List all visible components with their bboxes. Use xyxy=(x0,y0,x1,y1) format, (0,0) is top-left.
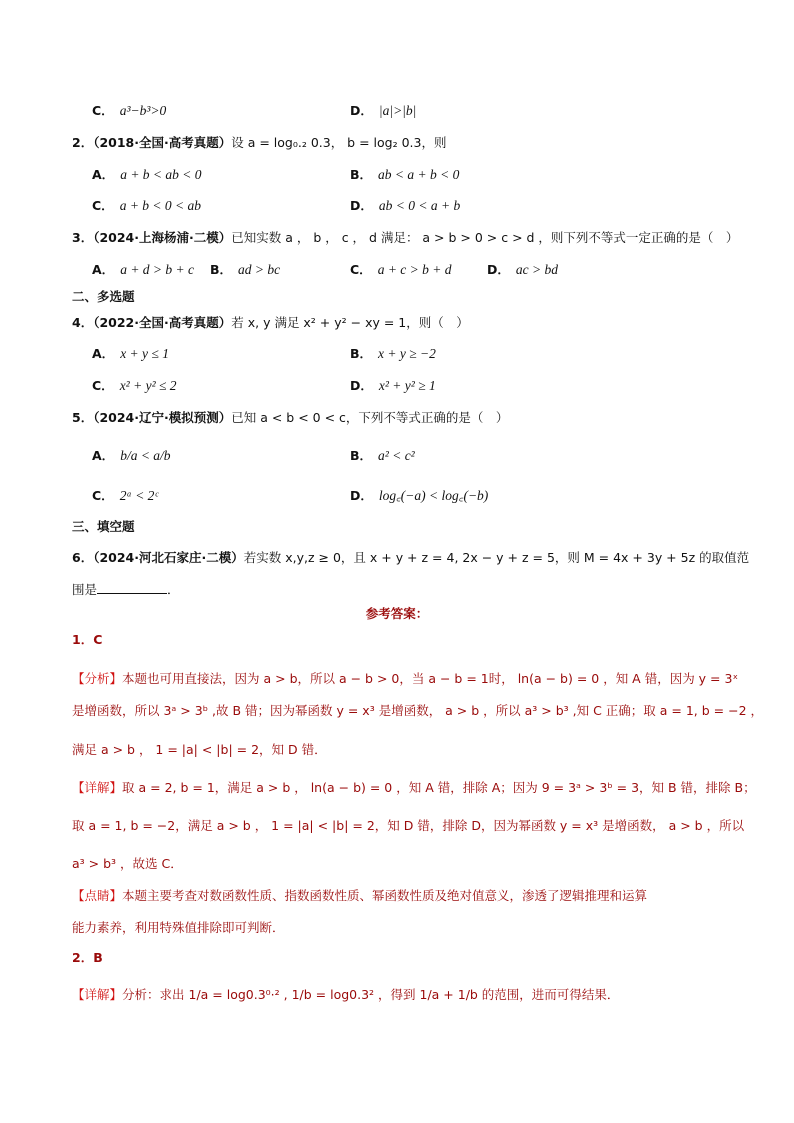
q6-stem-2 xyxy=(72,581,180,598)
text: 5． xyxy=(72,410,94,425)
answer-1-analysis-1 xyxy=(72,671,738,687)
text: a + b < ab < 0 xyxy=(120,167,202,182)
q1-option-d: D． |a|>|b| xyxy=(350,103,417,118)
text: D． xyxy=(350,198,373,213)
text: A． xyxy=(92,262,115,277)
text: a + c > b + d xyxy=(377,262,452,277)
answer-2-head: 2．B xyxy=(72,950,103,965)
q5-option-b xyxy=(350,448,415,464)
q-source: （2018·全国·高考真题） xyxy=(93,135,232,150)
q2-stem xyxy=(72,135,446,151)
text: B． xyxy=(350,448,373,463)
answer-1-detail-1 xyxy=(72,780,756,796)
text: D． xyxy=(487,262,510,277)
answer-1-detail-2: 取 a = 1, b = −2，满足 a > b ， 1 = |a| < |b| = 2，知 D 错，排除 D，因为幂函数 y = x³ 是增函数， a > b ，所以 xyxy=(72,818,745,833)
text: b/a < a/b xyxy=(120,448,171,463)
section-heading-fill: 三、填空题 xyxy=(72,519,135,534)
text: 4． xyxy=(72,315,94,330)
text: 6． xyxy=(72,550,94,565)
text: 2ᵃ < 2ᶜ xyxy=(119,488,158,503)
text: 分析：求出 1/a = log0.3⁰·² , 1/b = log0.3² ，得到 1/a + 1/b 的范围，进而可得结果． xyxy=(122,987,620,1002)
text: 已知 a < b < 0 < c，下列不等式正确的是（ ） xyxy=(231,410,509,425)
text: ac > bd xyxy=(515,262,558,277)
text: ． xyxy=(167,582,180,597)
q3-option-a xyxy=(92,262,194,278)
q1-option-c: C． a³−b³>0 xyxy=(92,103,167,118)
q2-option-a xyxy=(92,167,202,183)
q5-option-a xyxy=(92,448,171,464)
q5-option-c xyxy=(92,488,158,504)
q2-option-b xyxy=(350,167,459,183)
text: ab < 0 < a + b xyxy=(378,198,461,213)
q3-option-c xyxy=(350,262,452,278)
text: （2024·河北石家庄·二模） xyxy=(93,550,244,565)
text: 3． xyxy=(72,230,94,245)
text: A． xyxy=(92,167,115,182)
answer-1-head: 1．C xyxy=(72,632,103,647)
text: B． xyxy=(350,167,373,182)
text: 若 x, y 满足 x² + y² − xy = 1，则（ ） xyxy=(231,315,469,330)
text: D． xyxy=(350,488,373,503)
answer-1-analysis-3: 满足 a > b ， 1 = |a| < |b| = 2，知 D 错． xyxy=(72,742,327,757)
text: C． xyxy=(92,488,114,503)
text: （2024·辽宁·模拟预测） xyxy=(93,410,232,425)
text: 本题主要考查对数函数性质、指数函数性质、幂函数性质及绝对值意义，渗透了逻辑推理和运算 xyxy=(122,888,648,903)
text: A． xyxy=(92,448,115,463)
text: C． xyxy=(92,198,114,213)
text: ad > bc xyxy=(238,262,281,277)
text: x + y ≤ 1 xyxy=(120,346,169,361)
text: 若实数 x,y,z ≥ 0，且 x + y + z = 4, 2x − y + z = 5，则 M = 4x + 3y + 5z 的取值范 xyxy=(243,550,750,565)
q5-stem xyxy=(72,410,508,426)
answer-blank[interactable] xyxy=(97,581,167,594)
q2-option-d xyxy=(350,198,460,214)
text: x + y ≥ −2 xyxy=(378,346,436,361)
text: x² + y² ≥ 1 xyxy=(378,378,436,393)
q6-stem xyxy=(72,550,749,566)
text: 【点睛】 xyxy=(72,888,123,903)
option-text: a³−b³>0 xyxy=(119,103,167,118)
text: a + d > b + c xyxy=(120,262,195,277)
q3-stem xyxy=(72,230,738,246)
q4-stem xyxy=(72,315,469,331)
text: ab < a + b < 0 xyxy=(378,167,460,182)
section-heading-multi: 二、多选题 xyxy=(72,289,135,304)
answer-2-detail xyxy=(72,987,619,1003)
text: 已知实数 a ， b ， c ， d 满足： a > b > 0 > c > d ，则下列不等式一定正确的是（ ） xyxy=(231,230,739,245)
q-num: 2． xyxy=(72,135,94,150)
q3-option-b xyxy=(210,262,280,278)
q4-option-c xyxy=(92,378,177,394)
text: C． xyxy=(350,262,372,277)
text: 【详解】 xyxy=(72,987,123,1002)
answer-1-comment-1 xyxy=(72,888,647,904)
text: （2022·全国·高考真题） xyxy=(93,315,232,330)
q4-option-d xyxy=(350,378,436,394)
q-text: 设 a = log₀.₂ 0.3， b = log₂ 0.3，则 xyxy=(231,135,447,150)
text: 【分析】 xyxy=(72,671,123,686)
text: 本题也可用直接法，因为 a > b，所以 a − b > 0，当 a − b = 1时， ln(a − b) = 0 ，知 A 错，因为 y = 3ˣ xyxy=(122,671,739,686)
q5-option-d xyxy=(350,488,488,504)
answers-title: 参考答案： xyxy=(365,606,429,621)
q4-option-b xyxy=(350,346,436,362)
answer-1-comment-2: 能力素养，利用特殊值排除即可判断． xyxy=(72,920,285,935)
answer-1-detail-3: a³ > b³ ，故选 C． xyxy=(72,856,183,871)
q4-option-a xyxy=(92,346,169,362)
text: C． xyxy=(92,378,114,393)
text: B． xyxy=(350,346,373,361)
text: D． xyxy=(350,378,373,393)
text: A． xyxy=(92,346,115,361)
text: a² < c² xyxy=(378,448,415,463)
answer-1-analysis-2: 是增函数，所以 3ᵃ > 3ᵇ ,故 B 错；因为幂函数 y = x³ 是增函数， a > b ，所以 a³ > b³ ,知 C 正确；取 a = 1, b = −2 ， xyxy=(72,703,763,718)
text: x² + y² ≤ 2 xyxy=(119,378,177,393)
text: 【详解】 xyxy=(72,780,123,795)
option-text: |a|>|b| xyxy=(378,103,417,118)
q3-option-d xyxy=(487,262,558,278)
text: 围是 xyxy=(72,582,98,597)
text: a + b < 0 < ab xyxy=(119,198,202,213)
q2-option-c xyxy=(92,198,201,214)
text: log꜀(−a) < log꜀(−b) xyxy=(378,488,489,503)
text: B． xyxy=(210,262,233,277)
text: 取 a = 2, b = 1，满足 a > b ， ln(a − b) = 0 ，知 A 错，排除 A；因为 9 = 3ᵃ > 3ᵇ = 3，知 B 错，排除 B； xyxy=(122,780,756,795)
text: （2024·上海杨浦·二模） xyxy=(93,230,232,245)
